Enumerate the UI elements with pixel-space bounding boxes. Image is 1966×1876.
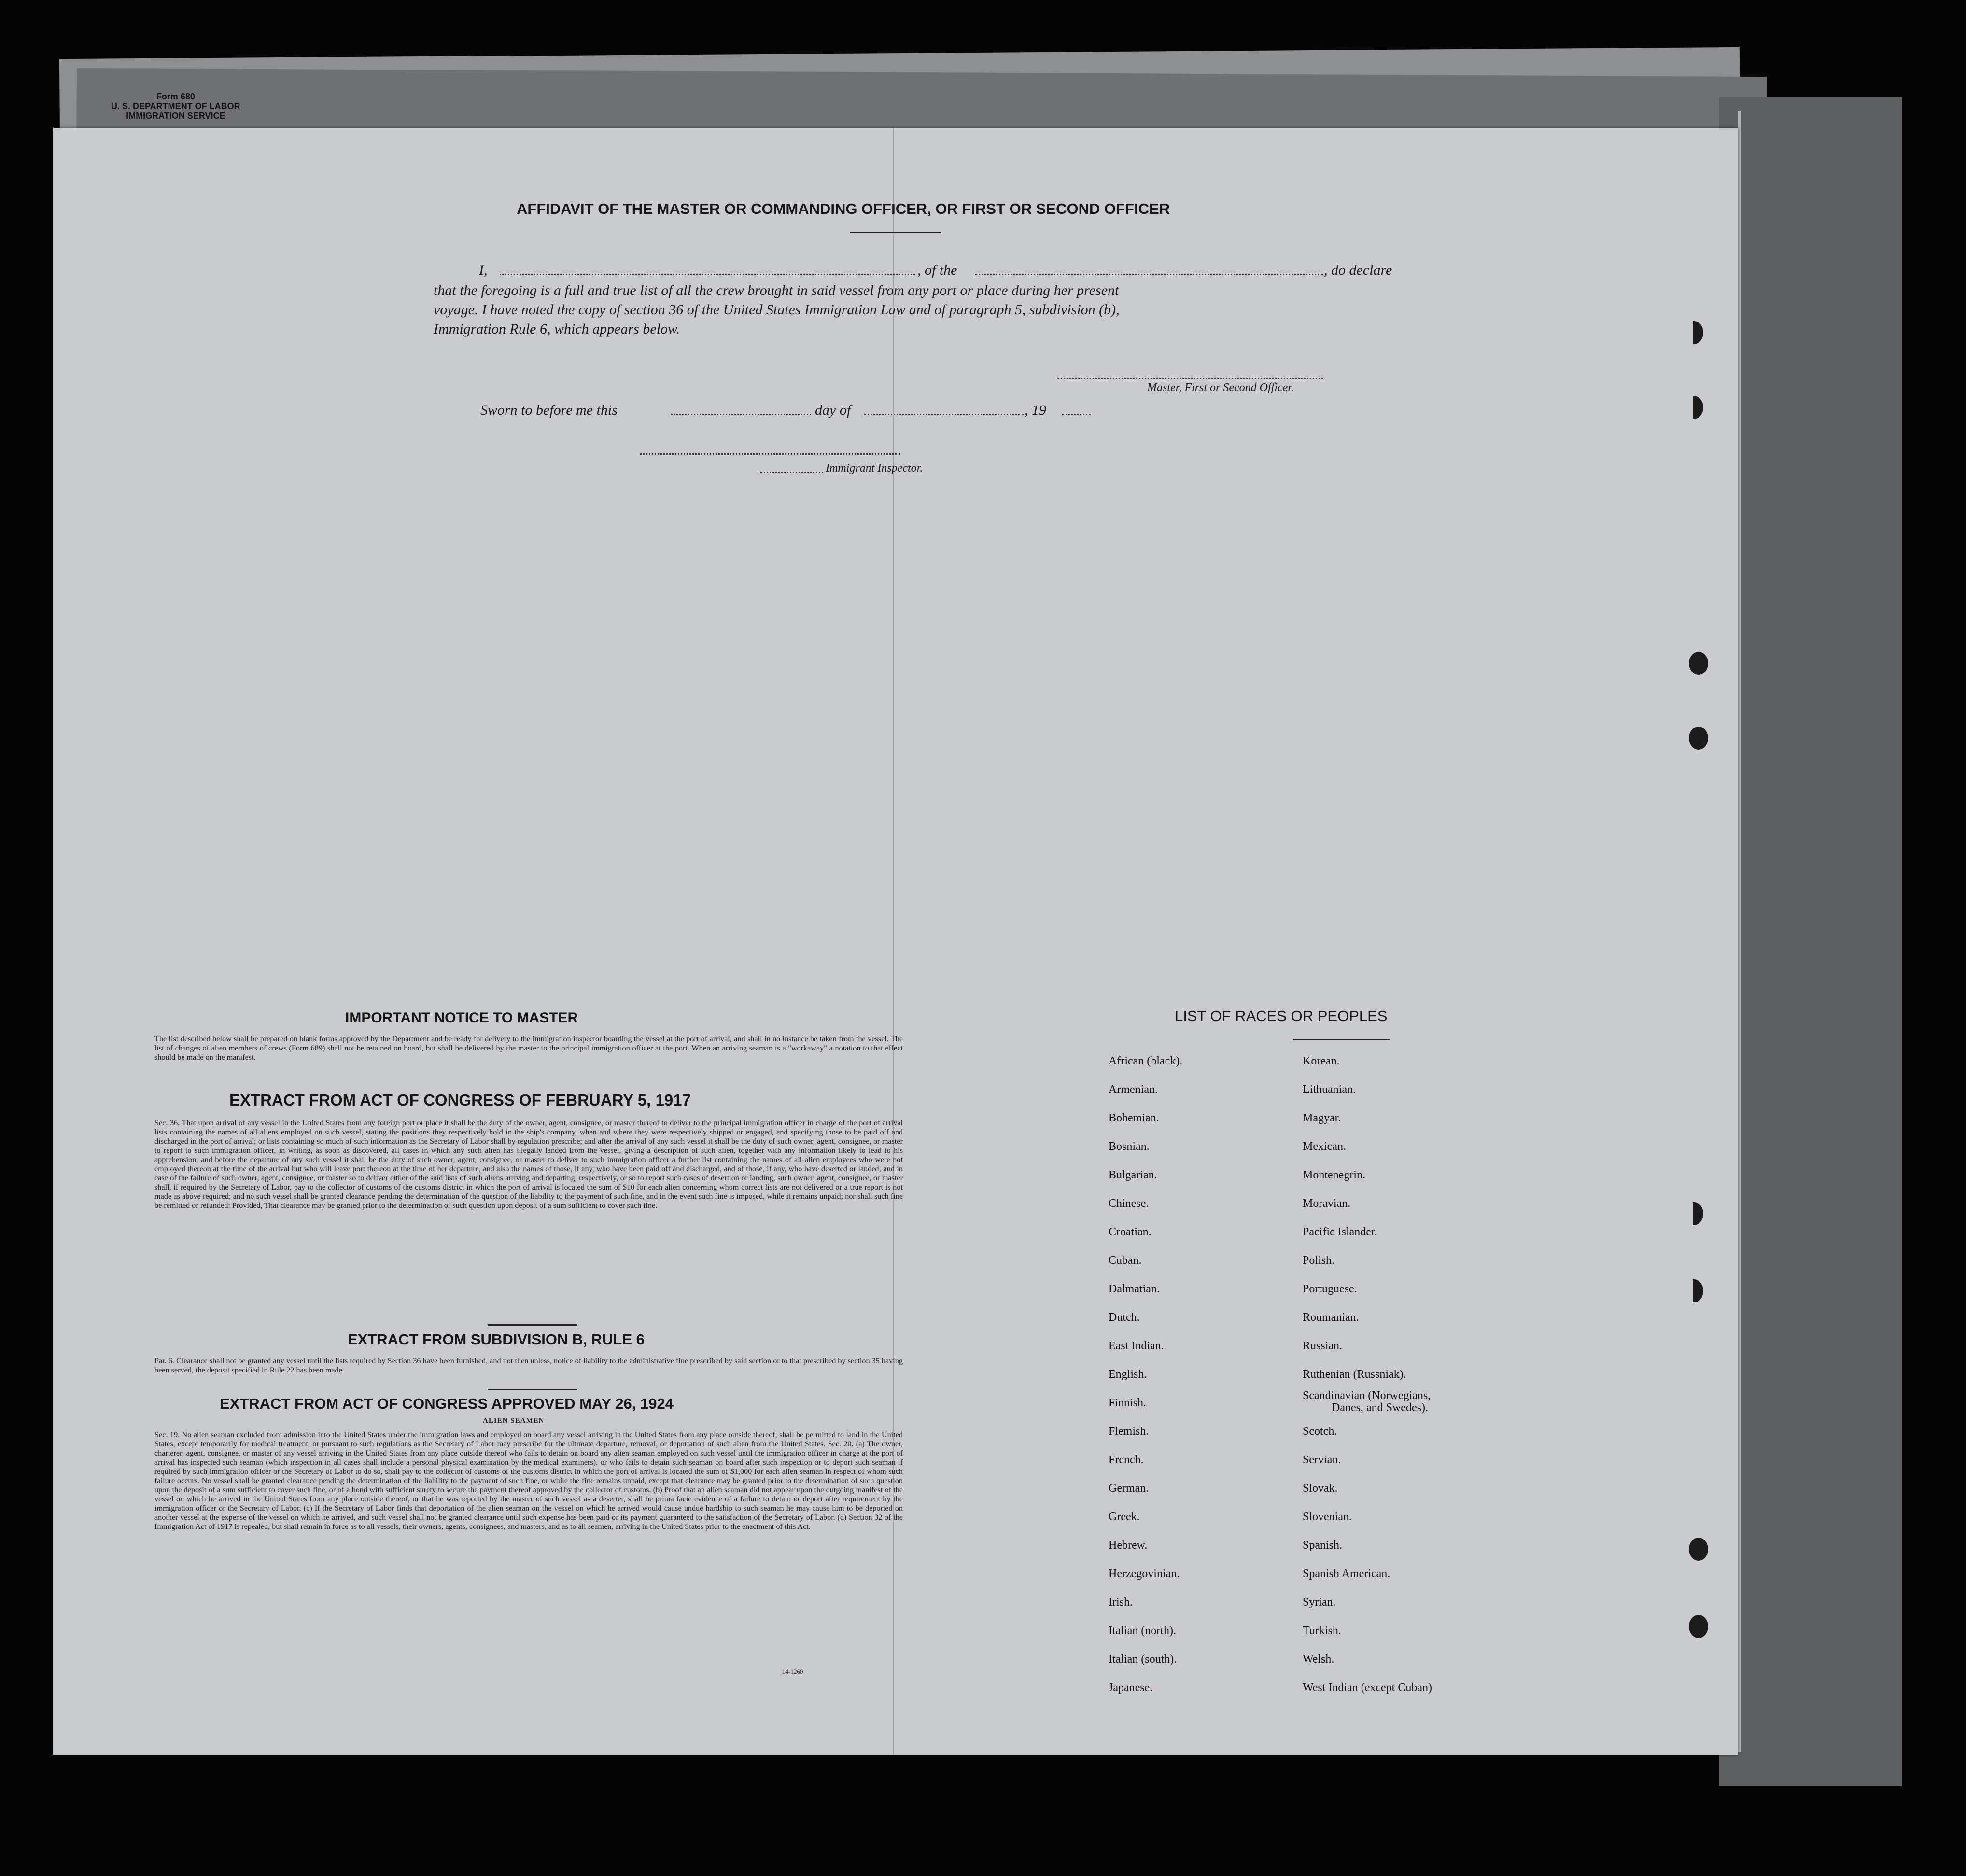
- punch-hole: [1689, 652, 1708, 675]
- race-item: Bosnian.: [1109, 1140, 1150, 1153]
- race-item: Ruthenian (Russniak).: [1303, 1368, 1406, 1381]
- race-item: Scotch.: [1303, 1425, 1337, 1438]
- punch-hole: [1684, 1202, 1703, 1225]
- affidavit-i: I,: [479, 262, 488, 278]
- vessel-blank: [975, 273, 1323, 275]
- year-blank: [1062, 413, 1091, 415]
- affidavit-line-2: that the foregoing is a full and true list of all the crew brought in said vessel from any port or place during her present: [434, 282, 1119, 298]
- form-number: Form 680: [156, 92, 195, 101]
- extract-1924-text: Sec. 19. No alien seaman excluded from admission into the United States under the immigration laws and employed on board any vessel arriving in the United States from any place outside thereof, shall be permitted to land in the United States, except temporarily for medical treatment, or pursuant to such regulations as the Secretary of Labor may prescribe for the ultimate departure, removal, or deportation of such alien from the United States. Sec. 20. (a) The owner, charterer, agent, consignee, or master of any vessel arriving in the United States from any place outside thereof who fails to detain on board any alien seaman employed on such vessel until the immigration officer in charge at the port of arrival has inspected such seaman (which inspection in all cases shall include a personal physical examination by the medical examiners), or who fails to detain such seaman on board after such inspection or to deport such seaman if required by such immigration officer or the Secretary of Labor to do so, shall pay to the collector of customs of the customs district in which the port of arrival is located the sum of $1,000 for each alien seaman in respect of whom such failure occurs. No vessel shall be granted clearance pending the determination of the liability to the payment of such fine, or while the fine remains unpaid, except that clearance may be granted prior to the determination of such question upon the deposit of a sum sufficient to cover such fine, or of a bond with sufficient surety to secure the payment thereof approved by the collector of customs. (b) Proof that an alien seaman did not appear upon the outgoing manifest of the vessel on which he arrived in the United States from any place outside thereof, or that he was reported by the master of such vessel as a deserter, shall be prima facie evidence of a failure to detain or deport after requirement by the immigration officer or the Secretary of Labor. (c) If the Secretary of Labor finds that deportation of the alien seaman on the vessel on which he arrived would cause undue hardship to such seaman he may cause him to be deported on another vessel at the expense of the vessel on which he arrived, and such vessel shall not be granted clearance until such expense has been paid or its payment guaranteed to the satisfaction of the Secretary of Labor. (d) Section 32 of the Immigration Act of 1917 is repealed, but shall remain in force as to all vessels, their owners, agents, consignees, and masters, and as to all seamen, arriving in the United States prior to the enactment of this Act.: [154, 1430, 903, 1531]
- race-item: Mexican.: [1303, 1140, 1346, 1153]
- divider: [1293, 1039, 1390, 1040]
- race-item: Turkish.: [1303, 1624, 1341, 1637]
- extract-rule6-title: EXTRACT FROM SUBDIVISION B, RULE 6: [348, 1331, 645, 1348]
- affidavit-line-3: voyage. I have noted the copy of section 36 of the United States Immigration Law and of paragraph 5, subdivision (b),: [434, 302, 1120, 318]
- race-item: Italian (north).: [1109, 1624, 1176, 1637]
- race-item: African (black).: [1109, 1055, 1183, 1067]
- department-name: U. S. DEPARTMENT OF LABOR: [111, 101, 240, 111]
- race-item: Armenian.: [1109, 1083, 1158, 1096]
- race-item: Bohemian.: [1109, 1112, 1159, 1124]
- race-item: Dalmatian.: [1109, 1283, 1160, 1295]
- affidavit-title: AFFIDAVIT OF THE MASTER OR COMMANDING OFFICER, OR FIRST OR SECOND OFFICER: [517, 200, 1170, 217]
- divider: [488, 1324, 577, 1326]
- race-item: West Indian (except Cuban): [1303, 1681, 1432, 1694]
- race-item: French.: [1109, 1454, 1144, 1466]
- punch-hole: [1684, 1279, 1703, 1302]
- master-label: Master, First or Second Officer.: [1147, 381, 1294, 394]
- race-item: East Indian.: [1109, 1340, 1164, 1352]
- punch-hole: [1684, 321, 1703, 344]
- race-item: Finnish.: [1109, 1397, 1147, 1409]
- print-code: 14-1260: [782, 1668, 803, 1675]
- race-item: Moravian.: [1303, 1197, 1351, 1210]
- race-item: Servian.: [1303, 1454, 1341, 1466]
- alien-seamen-subtitle: ALIEN SEAMEN: [483, 1417, 545, 1425]
- race-item: Syrian.: [1303, 1596, 1336, 1609]
- race-item: German.: [1109, 1482, 1149, 1495]
- service-name: IMMIGRATION SERVICE: [126, 111, 225, 121]
- race-item: Flemish.: [1109, 1425, 1149, 1438]
- day-blank: [671, 413, 811, 415]
- affidavit-of-the: , of the: [917, 262, 957, 278]
- race-item: Spanish.: [1303, 1539, 1343, 1552]
- divider: [850, 232, 941, 233]
- race-item: Magyar.: [1303, 1112, 1341, 1124]
- year-label: , 19: [1025, 402, 1046, 418]
- race-item: Japanese.: [1109, 1681, 1153, 1694]
- race-item: Dutch.: [1109, 1311, 1140, 1324]
- races-title: LIST OF RACES OR PEOPLES: [1175, 1008, 1388, 1024]
- race-item: Irish.: [1109, 1596, 1133, 1609]
- race-item: Russian.: [1303, 1340, 1343, 1352]
- extract-1917-text: Sec. 36. That upon arrival of any vessel in the United States from any foreign port or place it shall be the duty of the owner, agent, consignee, or master thereof to deliver to the principal immigration officer in charge of the port of arrival lists containing the names of all aliens employed on such vessel, stating the positions they respectively hold in the ship's company, when and where they were respectively shipped or engaged, and specifying those to be paid off and discharged in the port of arrival; or lists containing so much of such information as the Secretary of Labor shall by regulation prescribe; and after the arrival of any such vessel it shall be the duty of such owner, agent, consignee, or master to report to such immigration officer, in writing, as soon as discovered, all cases in which any such alien has illegally landed from the vessel, giving a description of such alien, together with any information likely to lead to his apprehension; and before the departure of any such vessel it shall be the duty of such owner, agent, consignee, or master to deliver to such immigration officer a further list containing the names of all alien employees who were not employed thereon at the time of the arrival but who will leave port thereon at the time of her departure, and also the names of those, if any, who have been paid off and discharged, and of those, if any, who have deserted or landed; and in case of the failure of such owner, agent, consignee, or master so to deliver either of the said lists of such aliens arriving and departing, respectively, or so to report such cases of desertion or landing, such owner, agent, consignee, or master shall, if required by the Secretary of Labor, pay to the collector of customs of the customs district in which the port of arrival is located the sum of $10 for each alien concerning whom correct lists are not delivered or a true report is not made as above required; and no such vessel shall be granted clearance pending the determination of the question of the liability to the payment of such fine, and in the event such fine is imposed, while it remains unpaid; nor shall such fine be remitted or refunded: Provided, That clearance may be granted prior to the determination of such question upon deposit of a sum sufficient to cover such fine.: [154, 1119, 903, 1210]
- punch-hole: [1689, 1615, 1708, 1638]
- punch-hole: [1684, 396, 1703, 419]
- notice-text: The list described below shall be prepared on blank forms approved by the Department and be ready for delivery to the immigration inspector boarding the vessel at the port of arrival, and shall in no instance be taken from the vessel. The list of changes of alien members of crews (Form 689) shall not be retained on board, but shall be delivered by the master to the principal immigration officer at the port. When an arriving seaman is a "workaway" a notation to that effect should be made on the manifest.: [154, 1035, 903, 1062]
- race-item: Lithuanian.: [1303, 1083, 1356, 1096]
- race-item: Welsh.: [1303, 1653, 1334, 1666]
- race-item: Slovenian.: [1303, 1511, 1352, 1523]
- inspector-signature-line: [640, 452, 900, 455]
- extract-rule6-text: Par. 6. Clearance shall not be granted any vessel until the lists required by Section 36 have been furnished, and not then unless, notice of liability to the administrative fine prescribed by said section or to that prescribed by section 35 having been served, the deposit specified in Rule 22 has been made.: [154, 1357, 903, 1374]
- race-item: Croatian.: [1109, 1226, 1152, 1238]
- race-item: Chinese.: [1109, 1197, 1149, 1210]
- race-item: Portuguese.: [1303, 1283, 1357, 1295]
- notice-title: IMPORTANT NOTICE TO MASTER: [345, 1010, 578, 1026]
- race-item: Slovak.: [1303, 1482, 1338, 1495]
- sheet-edge: [1738, 111, 1741, 1752]
- race-item: Cuban.: [1109, 1254, 1142, 1267]
- race-item: Bulgarian.: [1109, 1169, 1157, 1181]
- affidavit-declare: , do declare: [1324, 262, 1392, 278]
- extract-1917-title: EXTRACT FROM ACT OF CONGRESS OF FEBRUARY 5, 1917: [229, 1091, 691, 1109]
- race-item: Greek.: [1109, 1511, 1140, 1523]
- affidavit-line-4: Immigration Rule 6, which appears below.: [434, 321, 680, 337]
- inspector-label: Immigrant Inspector.: [826, 462, 923, 475]
- punch-hole: [1689, 1538, 1708, 1561]
- race-item: Herzegovinian.: [1109, 1568, 1180, 1580]
- race-item: Korean.: [1303, 1055, 1340, 1067]
- race-item: Danes, and Swedes).: [1332, 1401, 1428, 1414]
- punch-hole: [1689, 727, 1708, 750]
- master-signature-line: [1057, 377, 1323, 379]
- day-of-label: day of: [815, 402, 851, 418]
- race-item: Scandinavian (Norwegians,: [1303, 1389, 1431, 1402]
- name-blank: [500, 273, 915, 275]
- race-item: Italian (south).: [1109, 1653, 1177, 1666]
- race-item: Hebrew.: [1109, 1539, 1148, 1552]
- underlying-sheet-edge: [1719, 97, 1902, 1786]
- extract-1924-title: EXTRACT FROM ACT OF CONGRESS APPROVED MAY 26, 1924: [220, 1395, 674, 1412]
- form-header: [111, 92, 240, 121]
- sworn-label: Sworn to before me this: [480, 402, 618, 418]
- race-item: Pacific Islander.: [1303, 1226, 1377, 1238]
- race-item: Montenegrin.: [1303, 1169, 1365, 1181]
- race-item: English.: [1109, 1368, 1147, 1381]
- affidavit-sheet: [53, 128, 1738, 1755]
- race-item: Polish.: [1303, 1254, 1335, 1267]
- month-blank: [864, 413, 1024, 415]
- inspector-blank: [760, 471, 823, 473]
- race-item: Spanish American.: [1303, 1568, 1390, 1580]
- divider: [488, 1389, 577, 1390]
- race-item: Roumanian.: [1303, 1311, 1359, 1324]
